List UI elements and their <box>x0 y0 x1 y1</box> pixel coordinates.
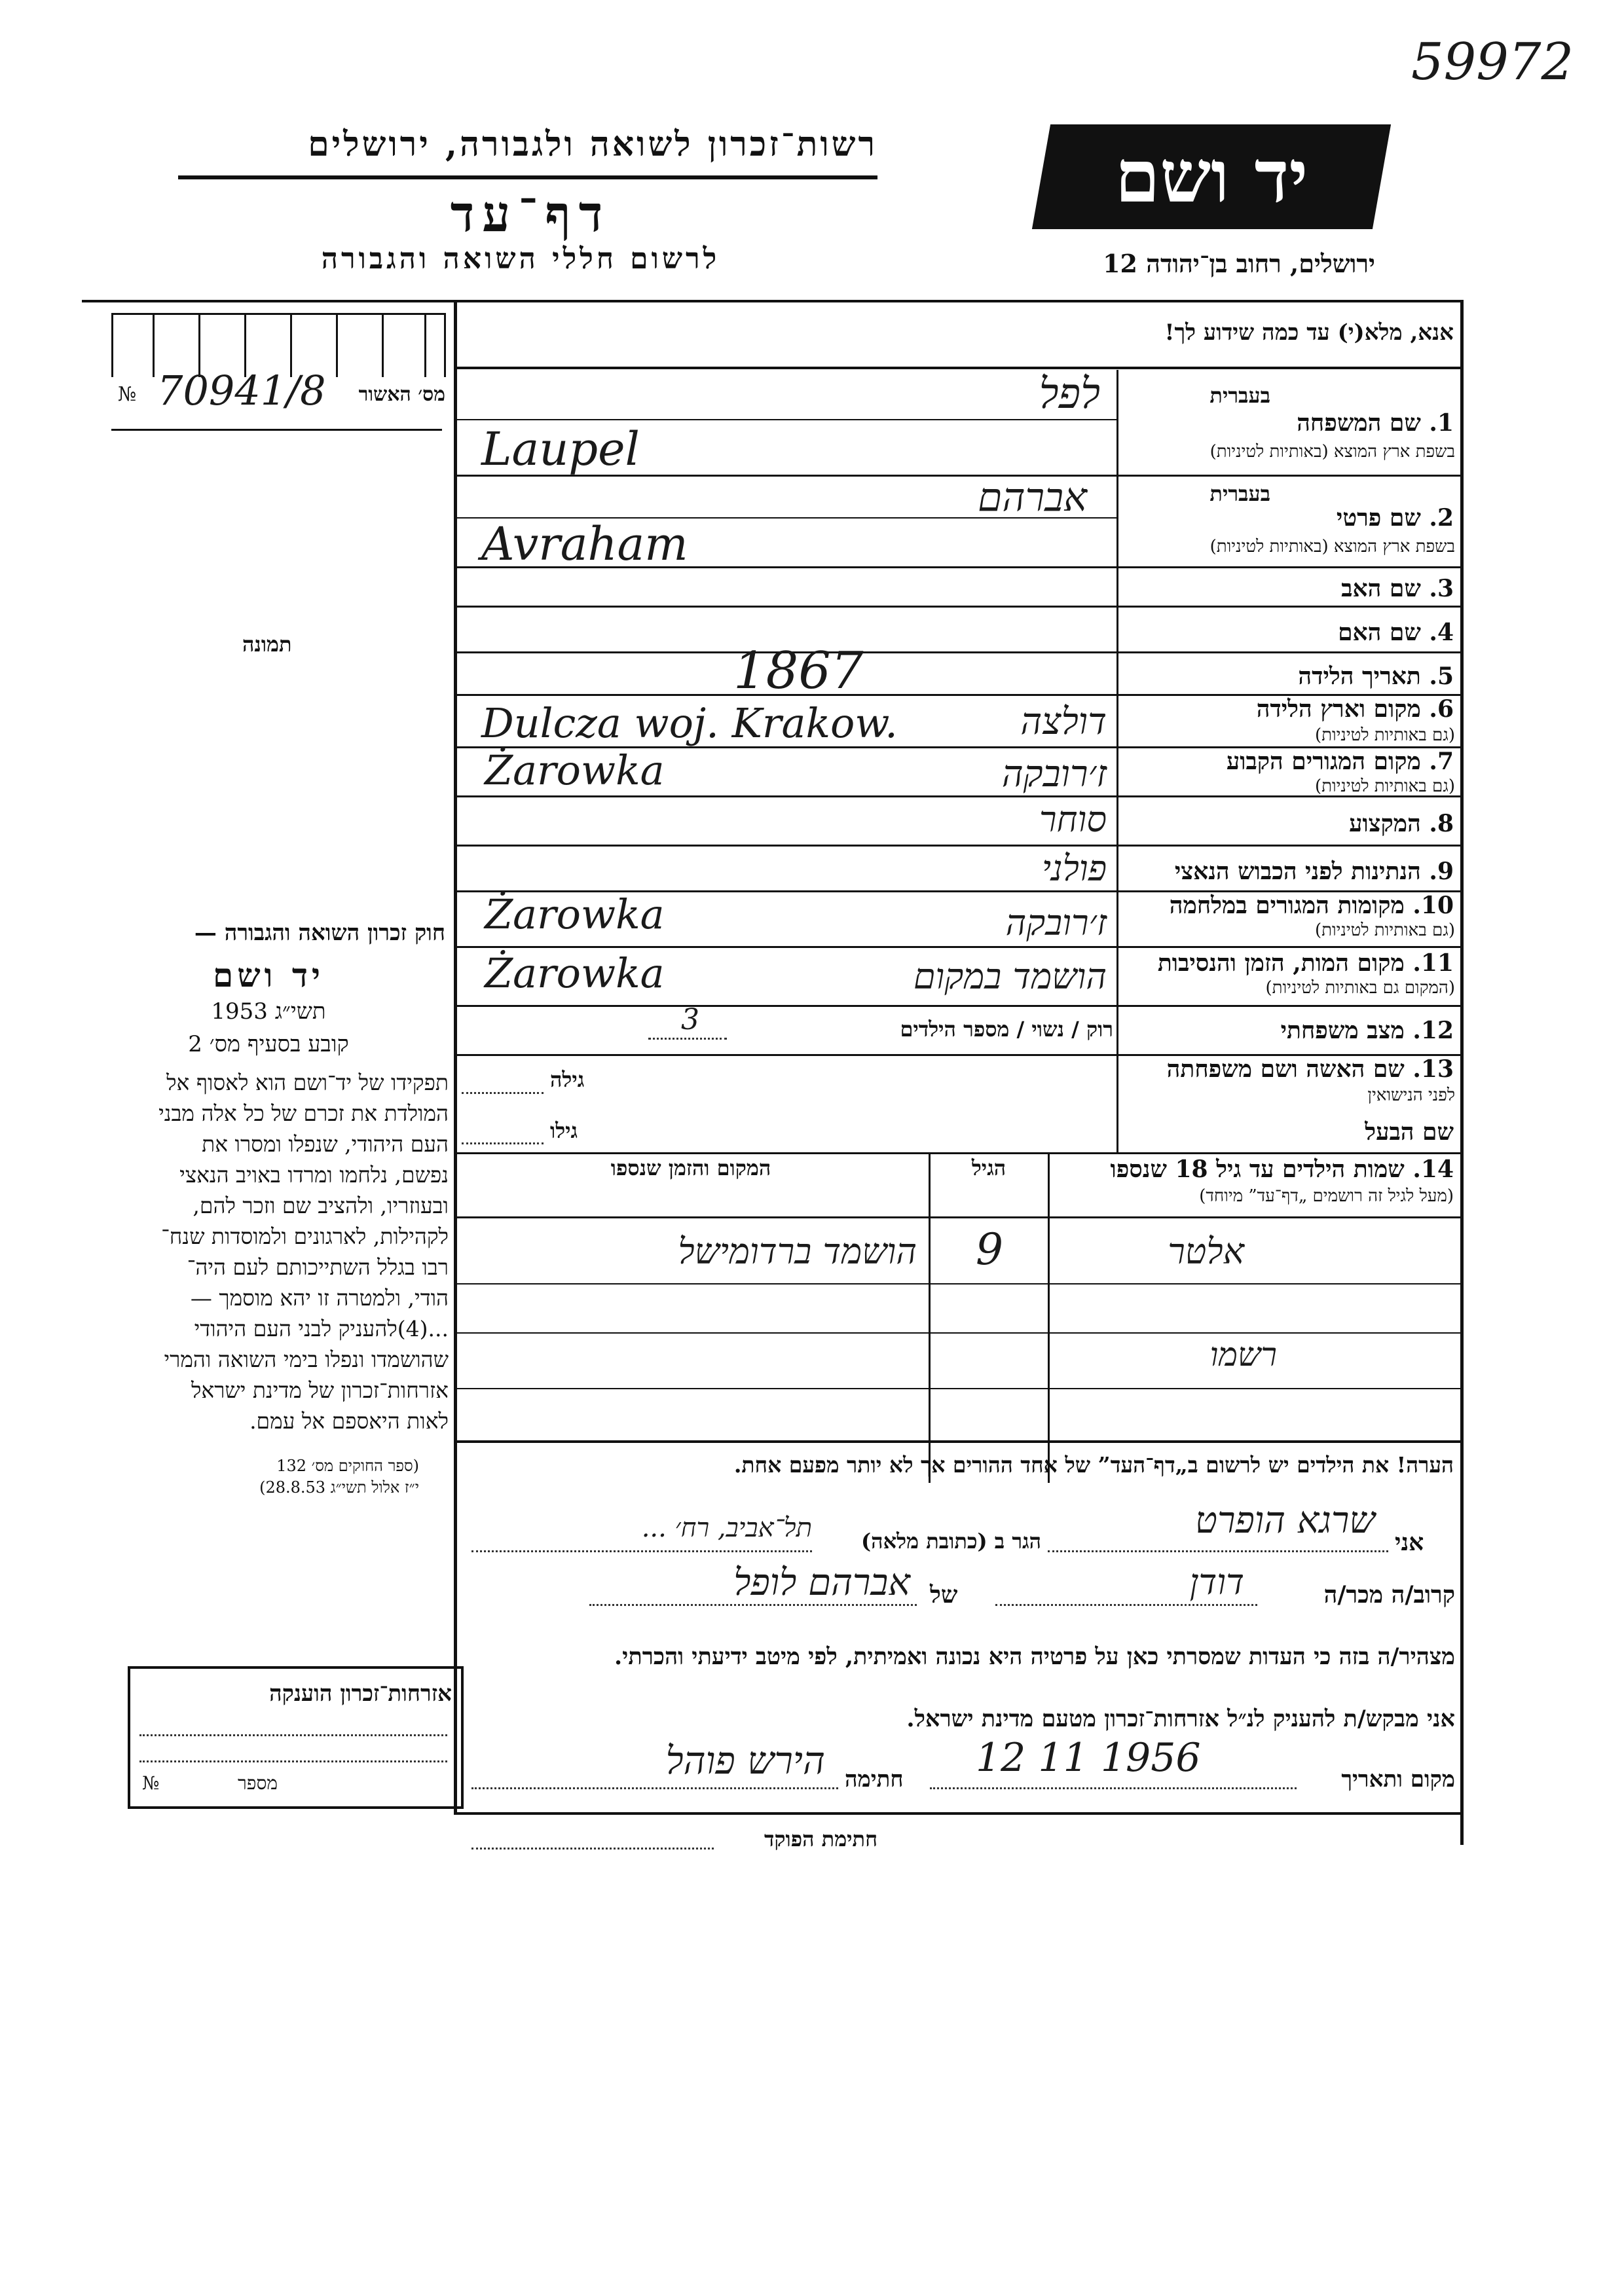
f1-heb-value: לפל <box>1039 370 1100 418</box>
f6-sub: (גם באותיות לטיניות) <box>1314 725 1455 745</box>
law-year: 1953 <box>211 998 268 1025</box>
law-line: אזרחות־זכרון של מדינת ישראל <box>191 1377 449 1403</box>
f7-latin-value: Żarowka <box>485 746 665 794</box>
honor-box <box>128 1666 464 1809</box>
f8-value: סוחר <box>1039 799 1107 840</box>
f14-col-2 <box>929 1152 931 1483</box>
law-line: ...(4)להעניק לבני העם היהודי <box>194 1316 449 1341</box>
decl-i-value: שרגא הופרט <box>1195 1499 1375 1542</box>
f12-num: 12. <box>1412 1017 1454 1044</box>
f7-heb-value: ז׳רובקה <box>1001 753 1107 795</box>
decl-address-value: תל־אביב, רח׳ ... <box>641 1513 812 1543</box>
f10-num: 10. <box>1412 892 1454 919</box>
frame-bottom <box>454 1812 1464 1815</box>
law-year-heb: תשי״ג <box>274 998 326 1025</box>
f13-age-label: גילה <box>550 1067 585 1092</box>
f11-num: 11. <box>1412 949 1454 977</box>
f5-label: תאריך הלידה <box>1298 663 1421 690</box>
f6-latin-value: Dulcza woj. Krakow. <box>481 699 898 747</box>
f8-label: המקצוע <box>1349 810 1421 837</box>
form-title: דף־עד <box>450 185 611 243</box>
child1-age: 9 <box>976 1224 1003 1275</box>
org-name: רשות־זכרון לשואה ולגבורה, ירושלים <box>308 124 877 164</box>
law-line: לאות היאספם אל עמם. <box>249 1408 449 1434</box>
f6-label-line <box>1153 695 1454 723</box>
f11-label: מקום המות, הזמן והנסיבות <box>1157 949 1405 977</box>
f1-heb-label: בעברית <box>1209 383 1270 408</box>
f10-heb-value: ז׳רובקה <box>1005 902 1107 943</box>
f2-label: שם פרטי <box>1336 504 1421 532</box>
decl-place-date-label: מקום ותאריך <box>1341 1766 1455 1793</box>
f14-place-col: המקום והזמן שנספו <box>610 1156 771 1180</box>
f11-sub: (המקום גם באותיות לטיניות) <box>1265 978 1455 998</box>
decl-relative-label: קרוב/ה מכר/ה <box>1323 1581 1455 1609</box>
archive-number: 59972 <box>1411 33 1574 92</box>
f2-heb-label: בעברית <box>1209 481 1270 506</box>
f12-label: מצב משפחתי <box>1280 1017 1405 1044</box>
f7-label-line <box>1153 748 1454 775</box>
f6-label: מקום וארץ הלידה <box>1256 695 1421 723</box>
f3-label: שם האב <box>1341 575 1421 602</box>
f1-num: 1. <box>1429 409 1454 437</box>
note: הערה! את הילדים יש לרשום ב„דף־העד” של אחד ההורים אך לא יותר מפעם אחת. <box>733 1452 1454 1478</box>
f2-heb-value: אברהם <box>978 475 1087 520</box>
f14-sub: (מעל לגיל זה רושמים „דף־עד” מיוחד) <box>1199 1186 1454 1206</box>
f13-sub: לפני הנישואין <box>1367 1085 1455 1105</box>
child1-place: הושמד ברדומישל <box>678 1231 917 1272</box>
law-line: תפקידו של יד־ושם הוא לאסוף אל <box>166 1070 449 1095</box>
f11-latin-value: Żarowka <box>485 949 665 997</box>
law-title: חוק זכרון השואה והגבורה — <box>194 920 445 946</box>
f9-label-line <box>1126 858 1454 885</box>
f8-num: 8. <box>1429 810 1454 837</box>
f7-sub: (גם באותיות לטיניות) <box>1314 776 1455 796</box>
header-rule <box>178 175 877 179</box>
f12-label-line <box>1153 1017 1454 1044</box>
f9-value: פולני <box>1041 848 1107 889</box>
f13-label-line <box>1121 1055 1454 1083</box>
husband-label: שם הבעל <box>1365 1118 1454 1146</box>
law-line: העם היהודי, שנפלו ומסרו את <box>202 1131 449 1157</box>
f5-value: 1867 <box>733 642 864 701</box>
f11-label-line <box>1126 949 1454 977</box>
f12-children: 3 <box>681 1003 699 1036</box>
instruction-rule <box>457 367 1464 369</box>
reg-rule <box>111 429 442 431</box>
f13-num: 13. <box>1412 1055 1454 1083</box>
f10-latin-value: Żarowka <box>485 890 665 938</box>
decl-of-value: אברהם לופל <box>733 1561 910 1604</box>
reg-prefix: № <box>118 383 137 406</box>
f12-options: רוק / נשוי / מספר הילדים <box>900 1017 1113 1042</box>
f14-label: שמות הילדים עד גיל 18 שנספו <box>1110 1156 1405 1183</box>
frame-right <box>1460 300 1464 1845</box>
f9-num: 9. <box>1429 858 1454 885</box>
f10-sub: (גם באותיות לטיניות) <box>1314 920 1455 940</box>
law-line: לקהילות, לארגונים ולמוסדות שנח־ <box>161 1224 449 1249</box>
f1-label-line <box>1153 409 1454 437</box>
f8-label-line <box>1153 810 1454 837</box>
logo-text: יד ושם <box>1115 134 1308 219</box>
f2-num: 2. <box>1429 504 1454 532</box>
f3-num: 3. <box>1429 575 1454 602</box>
f1-label: שם המשפחה <box>1297 409 1421 437</box>
f10-label-line <box>1126 892 1454 919</box>
frame-divider <box>454 300 457 1813</box>
f1-sub: בשפת ארץ המוצא (באותיות לטיניות) <box>1209 442 1455 462</box>
reg-label: מס׳ האשור <box>358 383 445 406</box>
decl-signature-label: חתימה <box>845 1766 904 1793</box>
law-source-2: י״ז אלול תשי״ג 28.8.53) <box>259 1478 419 1497</box>
f11-heb-value: הושמד במקום <box>913 956 1107 997</box>
frame-top <box>82 300 1464 302</box>
f14-col-1 <box>1048 1152 1050 1483</box>
f4-label-line <box>1153 619 1454 646</box>
honor-number-label: מספר <box>238 1772 278 1794</box>
law-line: נפשם, נלחמו ומרדו באויב הנאצי <box>179 1162 449 1188</box>
law-org: יד ושם <box>213 956 324 994</box>
f6-heb-value: דולצה <box>1020 701 1107 743</box>
decl-statement: מצהיר/ה בזה כי העדות שמסרתי כאן על פרטיה היא נכונה ואמיתית, לפי מיטב ידיעתי והכרתי. <box>614 1643 1455 1670</box>
f14-num: 14. <box>1412 1156 1454 1183</box>
instruction: אנא, מלא(י) עד כמה שידוע לך! <box>1164 319 1454 346</box>
law-source-1: (ספר החוקים מס׳ 132 <box>276 1457 419 1475</box>
reg-number: 70941/8 <box>157 367 326 414</box>
decl-signature-value: הירש פוהל <box>665 1738 825 1783</box>
decl-official-label: חתימת הפוקד <box>764 1827 877 1851</box>
child2-name: רשמו <box>1209 1336 1277 1374</box>
f5-num: 5. <box>1429 663 1454 690</box>
f7-label: מקום המגורים הקבוע <box>1226 748 1421 775</box>
f14-age-col: הגיל <box>971 1156 1006 1180</box>
honor-number-prefix: № <box>142 1772 160 1794</box>
f1-latin-value: Laupel <box>481 422 640 476</box>
law-line: ובעוזריו, ולהציב שם וזכר להם, <box>193 1193 449 1218</box>
f9-label: הנתינות לפני הכבוש הנאצי <box>1174 858 1421 885</box>
yad-vashem-logo <box>1032 124 1391 229</box>
label-col-divider <box>1116 370 1118 1152</box>
law-year-line <box>92 998 445 1025</box>
f13-label: שם האשה ושם משפחתה <box>1166 1055 1405 1083</box>
f3-label-line <box>1153 575 1454 602</box>
law-line: רבו בגלל השתייכותם לעם היה־ <box>187 1254 449 1280</box>
decl-date-value: 12 11 1956 <box>976 1735 1201 1781</box>
law-clause: קובע בסעיף מס׳ 2 <box>188 1031 349 1057</box>
f2-label-line <box>1153 504 1454 532</box>
f10-label: מקומות המגורים במלחמה <box>1169 892 1405 919</box>
photo-label: תמונה <box>242 632 292 657</box>
address: ירושלים, רחוב בן־יהודה 12 <box>1103 249 1375 278</box>
f2-sub: בשפת ארץ המוצא (באותיות לטיניות) <box>1209 537 1455 556</box>
decl-request: אני מבקש/ת להעניק לנ״ל אזרחות־זכרון מטעם מדינת ישראל. <box>906 1705 1455 1732</box>
f14-label-line <box>1056 1156 1454 1183</box>
f6-num: 6. <box>1429 695 1454 723</box>
honor-title: אזרחות־זכרון הוענקה <box>269 1681 452 1707</box>
f2-latin-value: Avraham <box>481 517 688 571</box>
decl-resides-label: הגר ב (כתובת מלאה) <box>861 1529 1041 1554</box>
f4-num: 4. <box>1429 619 1454 646</box>
law-line: המולדת את זכרם של כל אלה מבני <box>158 1101 449 1126</box>
law-line: שהושמדו ונפלו בימי השואה והמרי <box>164 1347 449 1372</box>
decl-i-label: אני <box>1395 1529 1424 1556</box>
law-line: הודי, ולמטרה זו יהא מוסמך — <box>190 1285 449 1311</box>
f5-label-line <box>1153 663 1454 690</box>
law-text <box>92 1067 449 1436</box>
decl-of-label: של <box>930 1581 958 1609</box>
f4-label: שם האם <box>1338 619 1421 646</box>
husband-age-label: גילו <box>550 1118 578 1143</box>
f7-num: 7. <box>1429 748 1454 775</box>
form-subtitle: לרשום חללי השואה והגבורה <box>321 242 720 276</box>
decl-relation-value: דודן <box>1189 1561 1244 1603</box>
child1-name: אלטר <box>1168 1231 1244 1272</box>
